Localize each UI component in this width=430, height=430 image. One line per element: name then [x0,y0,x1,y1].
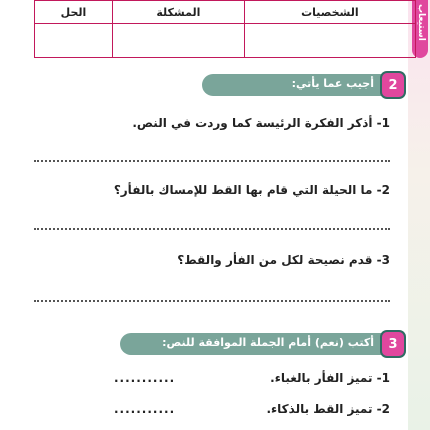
section-3-banner [120,333,402,355]
statement-2-text: 2- تميز القط بالذكاء. [266,402,390,416]
question-3: 3- قدم نصيحة لكل من الفأر والقط؟ [177,253,390,267]
question-2: 2- ما الحيلة التي قام بها القط للإمساك بالفأر؟ [113,183,390,197]
section-2-title: أجيب عما يأتي: [291,77,374,90]
side-tab-label: استيعاب [416,4,426,41]
section-2-banner [202,74,402,96]
header-problem: المشكلة [113,1,245,24]
statement-1-text: 1- تميز الفأر بالغباء. [270,371,390,385]
section-2-number-badge: 2 [382,73,404,97]
statement-2-blank[interactable]: ........... [114,402,176,416]
section-3-number-badge: 3 [382,332,404,356]
table-header-row [35,1,416,24]
header-characters: الشخصيات [244,1,415,24]
answer-line-2[interactable] [34,228,390,230]
characters-table [34,0,416,58]
header-solution: الحل [35,1,113,24]
statement-row-1 [34,371,390,389]
answer-cell-characters[interactable] [244,24,415,58]
statement-row-2 [34,402,390,420]
table-answer-row [35,24,416,58]
answer-line-1[interactable] [34,160,390,162]
statement-1-blank[interactable]: ........... [114,371,176,385]
page-edge-strip [408,0,430,430]
question-1: 1- أذكر الفكرة الرئيسة كما وردت في النص. [132,116,390,130]
answer-cell-problem[interactable] [113,24,245,58]
answer-cell-solution[interactable] [35,24,113,58]
answer-line-3[interactable] [34,300,390,302]
section-3-title: أكتب (نعم) أمام الجملة الموافقة للنص: [162,336,374,349]
